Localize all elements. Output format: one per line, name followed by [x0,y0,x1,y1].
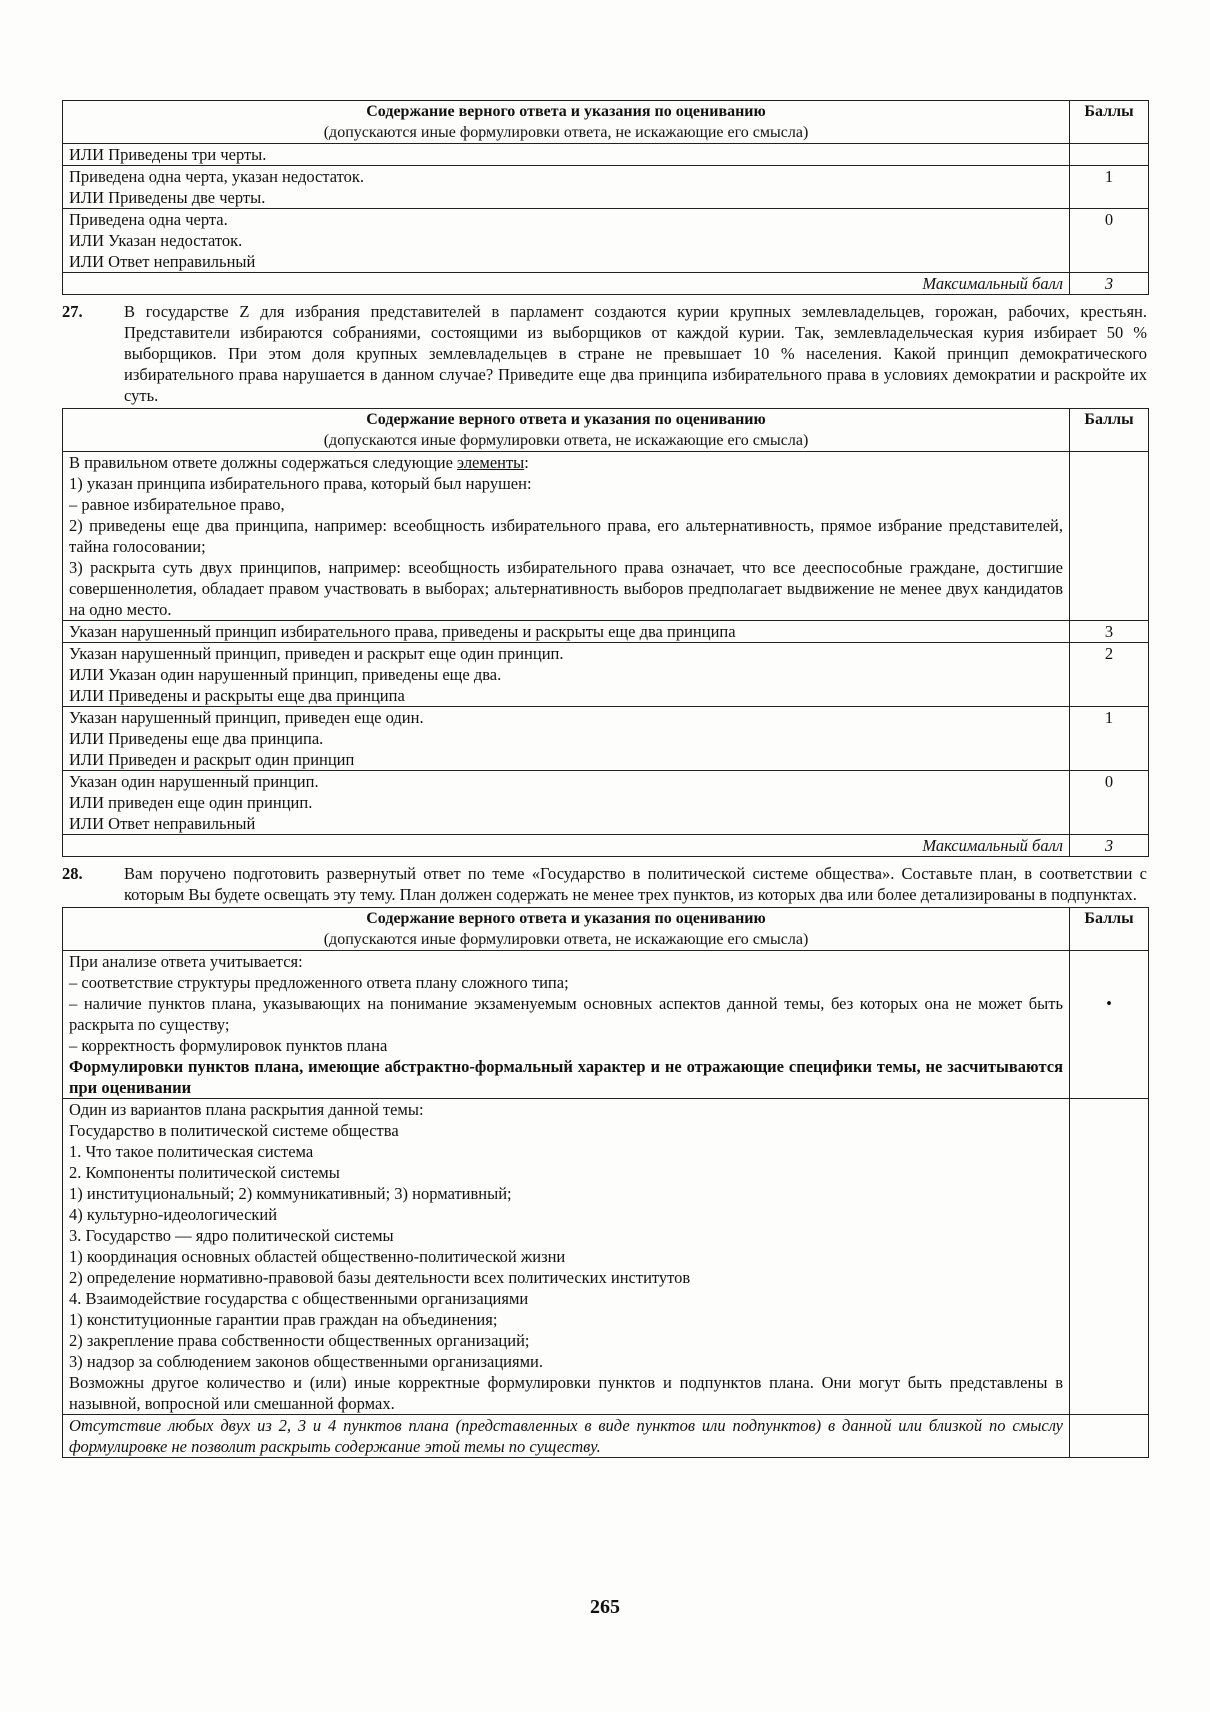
score-cell: 3 [1070,621,1149,643]
rubric-header-subtitle: (допускаются иные формулировки ответа, не искажающие его смысла) [323,931,809,948]
max-score-row [63,835,1149,857]
criterion-line: Указан нарушенный принцип, приведен и раскрыт еще один принцип. [69,644,564,663]
rubric-header-title: Содержание верного ответа и указания по оцениванию [366,910,766,927]
element-line: 1) указан принципа избирательного права, который был нарушен: [69,474,532,493]
table-row [63,1415,1149,1458]
max-score-row [63,273,1149,295]
score-cell: 0 [1070,771,1149,835]
page-content [62,100,1149,1458]
score-cell [1070,1099,1149,1415]
rubric-header [63,409,1070,452]
rubric-table-27 [62,408,1149,857]
analysis-line: – наличие пунктов плана, указывающих на понимание экзаменуемым основных аспектов данной темы, без которых она не может быть раскрыта по существу; [69,994,1063,1034]
plan-line: Один из вариантов плана раскрытия данной темы: [69,1100,424,1119]
rubric-header-title: Содержание верного ответа и указания по оцениванию [366,103,766,120]
table-row [63,707,1149,771]
criterion-line: ИЛИ Приведены и раскрыты еще два принципа [69,686,405,705]
criterion-line: ИЛИ Приведен и раскрыт один принцип [69,750,355,769]
criterion-line: ИЛИ Указан один нарушенный принцип, приведены еще два. [69,665,502,684]
criterion-line: ИЛИ Ответ неправильный [69,252,256,271]
criterion-line: ИЛИ Указан недостаток. [69,231,243,250]
analysis-bold-note: Формулировки пунктов плана, имеющие абстрактно-формальный характер и не отражающие специфики темы, не засчитываются при оценивании [69,1057,1063,1097]
plan-line: Возможны другое количество и (или) иные корректные формулировки пунктов и подпунктов плана. Они могут быть представлены в назывной, вопросной или смешанной формах. [69,1373,1063,1413]
criterion-line: ИЛИ Приведены три черты. [69,145,267,164]
element-line: – равное избирательное право, [69,495,285,514]
score-cell [1070,951,1149,1099]
question-text: Вам поручено подготовить развернутый ответ по теме «Государство в политической системе общества». Составьте план, в соответствии с которым Вы будете освещать эту тему. План должен содержать не менее трех пунктов, из которых два или более детализированы в подпунктах. [124,864,1147,904]
max-score-label: Максимальный балл [63,835,1070,857]
rubric-header [63,908,1070,951]
criterion-line: Приведена одна черта. [69,210,228,229]
max-score-value: 3 [1070,273,1149,295]
plan-line: 4. Взаимодействие государства с общественными организациями [69,1289,529,1308]
criterion-line: Указан нарушенный принцип, приведен еще один. [69,708,424,727]
question-number: 28. [62,864,83,883]
plan-line: 3) надзор за соблюдением законов общественными организациями. [69,1352,543,1371]
plan-line: Государство в политической системе общества [69,1121,399,1140]
table-row [63,144,1149,166]
rubric-header-title: Содержание верного ответа и указания по оцениванию [366,411,766,428]
criterion-line: ИЛИ Ответ неправильный [69,814,256,833]
table-row [63,209,1149,273]
plan-line: 2) определение нормативно-правовой базы деятельности всех политических институтов [69,1268,691,1287]
table-row [63,166,1149,209]
score-header: Баллы [1070,908,1149,951]
question-number: 27. [62,302,83,321]
criterion-line: Указан один нарушенный принцип. [69,772,319,791]
plan-line: 1) координация основных областей общественно-политической жизни [69,1247,566,1266]
question-text: В государстве Z для избрания представителей в парламент создаются курии крупных землевладельцев, горожан, рабочих, крестьян. Представители избираются собраниями, состоящими из выборщиков от каждой курии. Так, землевладельческая курия избирает 50 % выборщиков. При этом доля крупных землевладельцев в стране не превышает 10 % населения. Какой принцип демократического избирательного права нарушается в данном случае? Приведите еще два принципа избирательного права в условиях демократии и раскройте их суть. [124,302,1147,405]
analysis-line: При анализе ответа учитывается: [69,952,303,971]
elements-intro: В правильном ответе должны содержаться следующие элементы: [69,453,529,472]
plan-line: 4) культурно-идеологический [69,1205,278,1224]
score-cell [1070,452,1149,621]
criterion-line: ИЛИ приведен еще один принцип. [69,793,313,812]
score-cell: 0 [1070,209,1149,273]
table-row [63,1099,1149,1415]
analysis-line: – корректность формулировок пунктов плана [69,1036,388,1055]
score-header: Баллы [1070,409,1149,452]
page-number: 265 [590,1596,620,1618]
score-cell [1070,144,1149,166]
criterion-line: ИЛИ Приведены две черты. [69,188,266,207]
rubric-header-subtitle: (допускаются иные формулировки ответа, не искажающие его смысла) [323,124,809,141]
table-row [63,452,1149,621]
element-line: 2) приведены еще два принципа, например: всеобщность избирательного права, его альтернативность, прямое избрание представителей, тайна голосовании; [69,516,1063,556]
table-row [63,951,1149,1099]
rubric-table-28 [62,907,1149,1458]
criterion-line: Приведена одна черта, указан недостаток. [69,167,365,186]
max-score-value: 3 [1070,835,1149,857]
score-cell [1070,1415,1149,1458]
criterion-line: Указан нарушенный принцип избирательного права, приведены и раскрыты еще два принципа [69,622,736,641]
score-cell: 1 [1070,166,1149,209]
analysis-line: – соответствие структуры предложенного ответа плану сложного типа; [69,973,569,992]
question-27 [62,301,1149,406]
table-row [63,771,1149,835]
plan-line: 1) конституционные гарантии прав граждан на объединения; [69,1310,498,1329]
question-28 [62,863,1149,905]
table-row [63,621,1149,643]
criterion-line: ИЛИ Приведены еще два принципа. [69,729,324,748]
plan-line: 2. Компоненты политической системы [69,1163,340,1182]
element-line: 3) раскрыта суть двух принципов, например: всеобщность избирательного права означает, что все дееспособные граждане, достигшие совершеннолетия, обладает правом участвовать в выборах; альтернативность выборов предполагает выдвижение не менее двух кандидатов на одно место. [69,558,1063,619]
score-cell: 2 [1070,643,1149,707]
plan-line: 2) закрепление права собственности общественных организаций; [69,1331,530,1350]
absence-note: Отсутствие любых двух из 2, 3 и 4 пунктов плана (представленных в виде пунктов или подпунктов) в данной или близкой по смыслу формулировке не позволит раскрыть содержание этой темы по существу. [63,1415,1070,1458]
plan-line: 3. Государство — ядро политической системы [69,1226,394,1245]
score-mark: • [1106,994,1112,1013]
rubric-header-subtitle: (допускаются иные формулировки ответа, не искажающие его смысла) [323,432,809,449]
score-cell: 1 [1070,707,1149,771]
rubric-table-26 [62,100,1149,295]
score-header: Баллы [1070,101,1149,144]
max-score-label: Максимальный балл [63,273,1070,295]
plan-line: 1) институциональный; 2) коммуникативный; 3) нормативный; [69,1184,512,1203]
plan-line: 1. Что такое политическая система [69,1142,314,1161]
table-row [63,643,1149,707]
rubric-header [63,101,1070,144]
